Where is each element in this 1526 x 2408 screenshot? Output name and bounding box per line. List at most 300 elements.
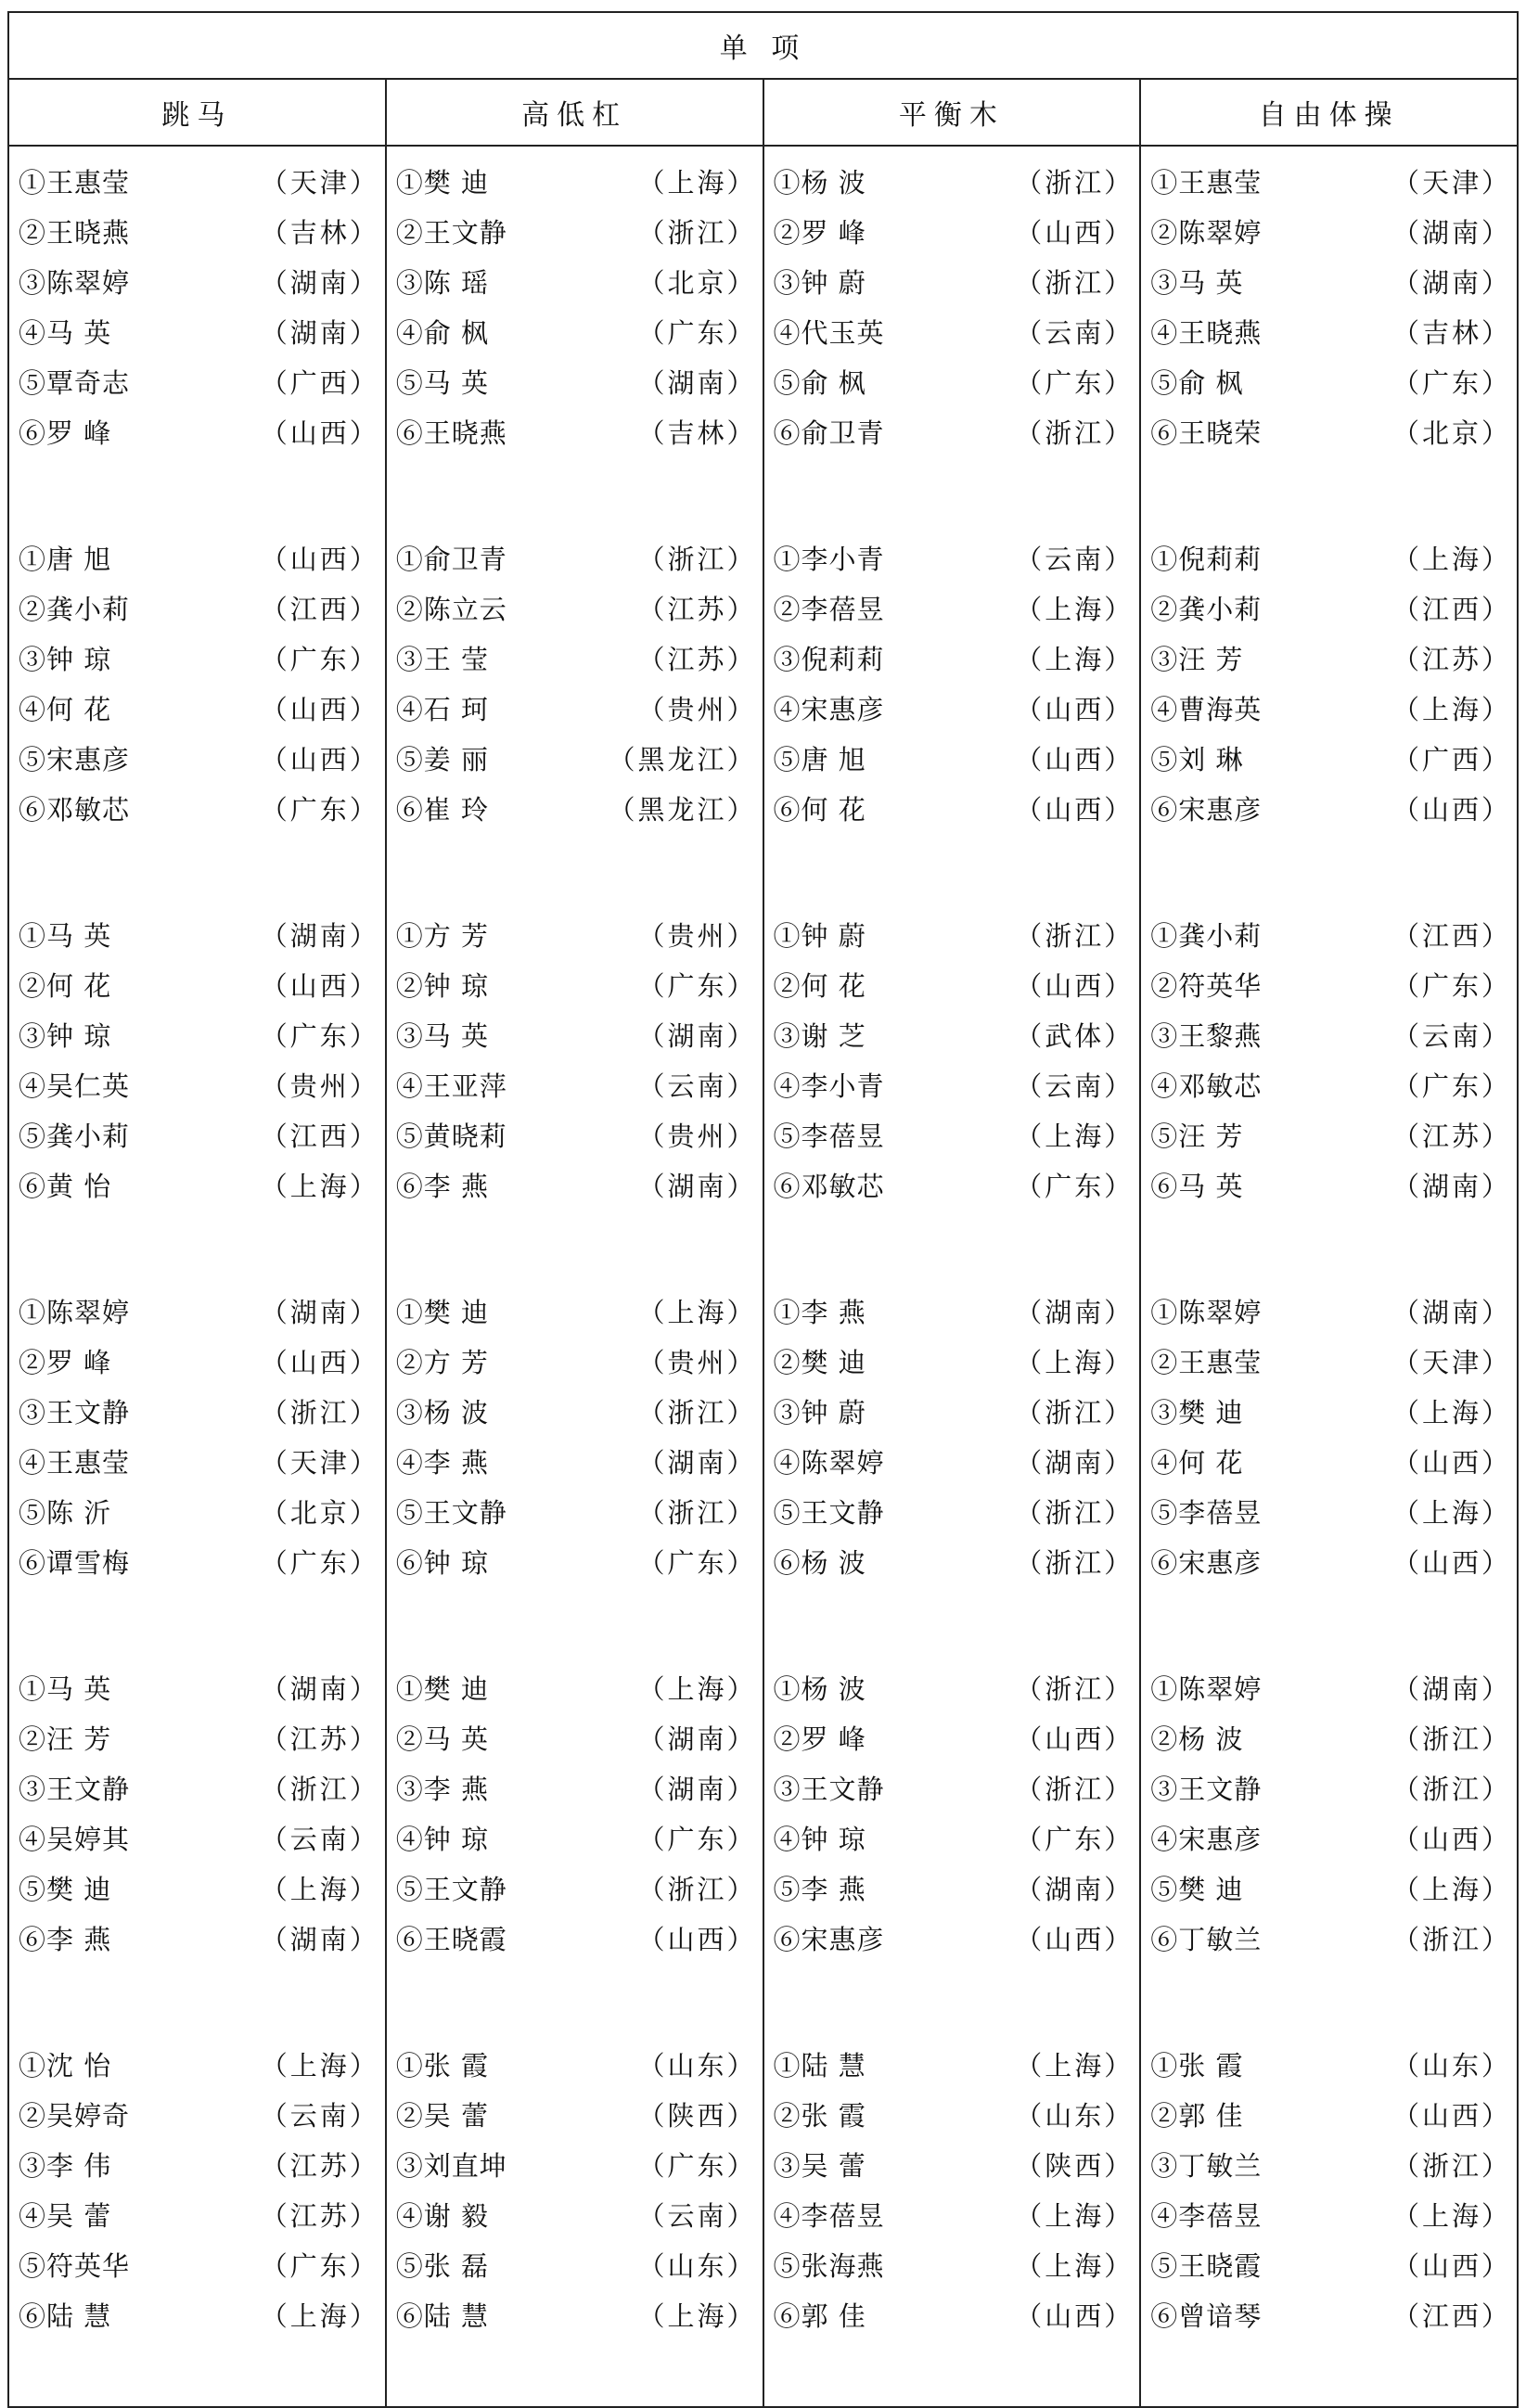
athlete-name: ①陈翠婷	[19, 1296, 131, 1328]
ranking-group	[396, 900, 757, 1276]
athlete-province: （湖南）	[260, 1672, 379, 1705]
ranking-entry	[1150, 1159, 1511, 1210]
ranking-entry	[774, 2289, 1135, 2339]
athlete-province: （武体）	[1015, 1019, 1135, 1052]
ranking-entry	[19, 306, 379, 356]
ranking-entry	[19, 532, 379, 583]
column-header-balance-beam: 平衡木	[763, 79, 1141, 146]
athlete-name: ⑥杨 波	[773, 1546, 866, 1579]
ranking-entry	[774, 909, 1135, 959]
athlete-name: ①马 英	[19, 1672, 112, 1705]
ranking-entry	[774, 406, 1135, 456]
athlete-name: ③王文静	[19, 1773, 131, 1805]
ranking-entry	[19, 1286, 379, 1336]
athlete-province: （山西）	[637, 1923, 757, 1955]
athlete-province: （山西）	[1015, 693, 1135, 725]
ranking-entry	[1150, 206, 1511, 256]
athlete-name: ③钟 蔚	[773, 1396, 866, 1428]
ranking-entry	[774, 2139, 1135, 2189]
athlete-name: ④王惠莹	[19, 1446, 131, 1479]
athlete-name: ①陈翠婷	[1150, 1296, 1263, 1328]
athlete-name: ④何 花	[1150, 1446, 1244, 1479]
ranking-entry	[774, 1286, 1135, 1336]
athlete-province: （上海）	[260, 1170, 379, 1202]
ranking-entry	[396, 583, 757, 633]
ranking-entry	[396, 1486, 757, 1536]
ranking-entry	[396, 733, 757, 783]
ranking-group	[774, 1276, 1135, 1653]
athlete-province: （云南）	[1015, 316, 1135, 349]
athlete-name: ⑤汪 芳	[1150, 1120, 1244, 1152]
athlete-name: ②王文静	[395, 216, 507, 249]
ranking-group	[774, 523, 1135, 900]
athlete-name: ⑤王文静	[395, 1873, 507, 1905]
ranking-entry	[774, 206, 1135, 256]
athlete-name: ⑥丁敏兰	[1150, 1923, 1263, 1955]
athlete-province: （云南）	[1015, 543, 1135, 575]
athlete-name: ①倪莉莉	[1150, 543, 1263, 575]
athlete-province: （江西）	[260, 1120, 379, 1152]
ranking-entry	[1150, 583, 1511, 633]
athlete-name: ②吴婷奇	[19, 2099, 131, 2132]
athlete-name: ⑥王晓荣	[1150, 416, 1263, 449]
athlete-name: ①樊 迪	[395, 166, 489, 199]
athlete-name: ①张 霞	[395, 2049, 489, 2081]
athlete-name: ⑤俞 枫	[773, 366, 866, 399]
athlete-name: ⑥陆 慧	[395, 2299, 489, 2332]
column-header-uneven-bars: 高低杠	[386, 79, 763, 146]
athlete-name: ②龚小莉	[19, 593, 131, 625]
ranking-group	[1150, 523, 1511, 900]
ranking-group	[1150, 1276, 1511, 1653]
athlete-province: （浙江）	[1391, 1723, 1511, 1755]
athlete-name: ⑥陆 慧	[19, 2299, 112, 2332]
column-uneven-bars	[386, 146, 763, 2407]
athlete-province: （广东）	[637, 1546, 757, 1579]
athlete-name: ⑤王文静	[395, 1496, 507, 1529]
athlete-name: ①王惠莹	[1150, 166, 1263, 199]
ranking-entry	[19, 783, 379, 833]
athlete-province: （上海）	[260, 2299, 379, 2332]
athlete-province: （天津）	[260, 1446, 379, 1479]
athlete-name: ②王惠莹	[1150, 1346, 1263, 1378]
athlete-name: ④邓敏芯	[1150, 1070, 1263, 1102]
athlete-name: ③王文静	[773, 1773, 885, 1805]
ranking-entry	[774, 1762, 1135, 1812]
ranking-group	[396, 2030, 757, 2406]
athlete-province: （山西）	[1015, 793, 1135, 826]
athlete-name: ②罗 峰	[19, 1346, 112, 1378]
athlete-name: ⑥曾谙琴	[1150, 2299, 1263, 2332]
athlete-province: （江苏）	[260, 2199, 379, 2232]
athlete-name: ⑥马 英	[1150, 1170, 1244, 1202]
athlete-province: （湖南）	[637, 1723, 757, 1755]
ranking-group	[19, 1276, 379, 1653]
ranking-entry	[1150, 2139, 1511, 2189]
athlete-name: ③谢 芝	[773, 1019, 866, 1052]
athlete-province: （山西）	[1391, 2249, 1511, 2282]
ranking-entry	[396, 1009, 757, 1059]
athlete-name: ③钟 琼	[19, 643, 112, 675]
athlete-name: ⑥宋惠彦	[773, 1923, 885, 1955]
athlete-name: ⑤李蓓昱	[773, 1120, 885, 1152]
athlete-name: ③王黎燕	[1150, 1019, 1263, 1052]
athlete-province: （山西）	[1015, 2299, 1135, 2332]
ranking-entry	[396, 356, 757, 406]
ranking-entry	[19, 1913, 379, 1963]
athlete-province: （贵州）	[637, 1346, 757, 1378]
athlete-name: ②杨 波	[1150, 1723, 1244, 1755]
athlete-province: （吉林）	[260, 216, 379, 249]
ranking-entry	[1150, 1913, 1511, 1963]
ranking-entry	[396, 1436, 757, 1486]
athlete-province: （山东）	[1015, 2099, 1135, 2132]
athlete-province: （浙江）	[637, 543, 757, 575]
athlete-province: （天津）	[1391, 166, 1511, 199]
athlete-province: （山西）	[260, 969, 379, 1002]
ranking-entry	[19, 733, 379, 783]
ranking-entry	[774, 256, 1135, 306]
ranking-entry	[19, 356, 379, 406]
athlete-province: （山东）	[637, 2049, 757, 2081]
ranking-entry	[396, 633, 757, 683]
ranking-entry	[774, 532, 1135, 583]
ranking-entry	[396, 1712, 757, 1762]
ranking-entry	[19, 683, 379, 733]
ranking-entry	[1150, 1536, 1511, 1586]
ranking-group	[19, 523, 379, 900]
athlete-name: ③马 英	[1150, 266, 1244, 299]
ranking-entry	[19, 2139, 379, 2189]
athlete-name: ⑤宋惠彦	[19, 743, 131, 775]
athlete-province: （山西）	[1015, 216, 1135, 249]
header-row	[8, 79, 1518, 146]
athlete-name: ②汪 芳	[19, 1723, 112, 1755]
ranking-entry	[1150, 959, 1511, 1009]
athlete-name: ①俞卫青	[395, 543, 507, 575]
athlete-name: ⑥崔 玲	[395, 793, 489, 826]
athlete-name: ①陆 慧	[773, 2049, 866, 2081]
athlete-name: ⑥李 燕	[395, 1170, 489, 1202]
athlete-province: （浙江）	[1015, 1546, 1135, 1579]
athlete-province: （湖南）	[1391, 1672, 1511, 1705]
ranking-entry	[1150, 156, 1511, 206]
athlete-name: ④李蓓昱	[1150, 2199, 1263, 2232]
athlete-province: （云南）	[1391, 1019, 1511, 1052]
ranking-entry	[396, 683, 757, 733]
ranking-entry	[396, 2039, 757, 2089]
athlete-province: （山西）	[260, 693, 379, 725]
athlete-name: ②陈立云	[395, 593, 507, 625]
athlete-province: （上海）	[260, 1873, 379, 1905]
ranking-entry	[1150, 1386, 1511, 1436]
athlete-province: （湖南）	[1015, 1873, 1135, 1905]
athlete-name: ⑥何 花	[773, 793, 866, 826]
athlete-name: ⑤李蓓昱	[1150, 1496, 1263, 1529]
ranking-entry	[396, 1863, 757, 1913]
ranking-entry	[19, 1159, 379, 1210]
athlete-province: （湖南）	[637, 366, 757, 399]
athlete-province: （上海）	[1015, 593, 1135, 625]
ranking-entry	[396, 959, 757, 1009]
athlete-name: ④吴仁英	[19, 1070, 131, 1102]
ranking-entry	[396, 1662, 757, 1712]
athlete-name: ②龚小莉	[1150, 593, 1263, 625]
athlete-province: （广西）	[1391, 743, 1511, 775]
athlete-name: ⑤李 燕	[773, 1873, 866, 1905]
athlete-province: （湖南）	[1391, 1296, 1511, 1328]
ranking-group	[774, 147, 1135, 523]
athlete-province: （上海）	[1391, 693, 1511, 725]
ranking-entry	[1150, 532, 1511, 583]
ranking-entry	[774, 1436, 1135, 1486]
athlete-name: ③汪 芳	[1150, 643, 1244, 675]
athlete-name: ⑥黄 怡	[19, 1170, 112, 1202]
athlete-province: （陕西）	[1015, 2149, 1135, 2182]
ranking-group	[774, 1653, 1135, 2030]
ranking-group	[19, 900, 379, 1276]
athlete-name: ⑤陈 沂	[19, 1496, 112, 1529]
ranking-entry	[774, 959, 1135, 1009]
ranking-entry	[774, 1109, 1135, 1159]
ranking-entry	[774, 1386, 1135, 1436]
athlete-province: （湖南）	[1391, 216, 1511, 249]
ranking-entry	[396, 2239, 757, 2289]
athlete-province: （山东）	[637, 2249, 757, 2282]
ranking-entry	[1150, 1336, 1511, 1386]
athlete-province: （黑龙江）	[608, 793, 757, 826]
athlete-name: ⑥邓敏芯	[773, 1170, 885, 1202]
athlete-name: ⑥王晓霞	[395, 1923, 507, 1955]
athlete-province: （广东）	[1391, 1070, 1511, 1102]
ranking-entry	[396, 2089, 757, 2139]
ranking-entry	[774, 2089, 1135, 2139]
athlete-name: ⑤王晓霞	[1150, 2249, 1263, 2282]
athlete-name: ⑤张 磊	[395, 2249, 489, 2282]
athlete-province: （山西）	[1391, 1823, 1511, 1855]
ranking-entry	[1150, 1662, 1511, 1712]
athlete-name: ⑤樊 迪	[19, 1873, 112, 1905]
ranking-entry	[1150, 733, 1511, 783]
ranking-entry	[19, 156, 379, 206]
athlete-province: （山西）	[260, 743, 379, 775]
athlete-name: ②王晓燕	[19, 216, 131, 249]
ranking-entry	[774, 1009, 1135, 1059]
ranking-entry	[396, 1109, 757, 1159]
ranking-entry	[774, 2039, 1135, 2089]
athlete-province: （江苏）	[260, 2149, 379, 2182]
ranking-entry	[19, 1486, 379, 1536]
athlete-province: （山西）	[1015, 1723, 1135, 1755]
athlete-name: ①王惠莹	[19, 166, 131, 199]
athlete-name: ⑤符英华	[19, 2249, 131, 2282]
ranking-entry	[19, 583, 379, 633]
ranking-entry	[396, 909, 757, 959]
ranking-entry	[774, 783, 1135, 833]
ranking-entry	[396, 1159, 757, 1210]
ranking-entry	[774, 733, 1135, 783]
athlete-province: （北京）	[260, 1496, 379, 1529]
athlete-name: ⑤覃奇志	[19, 366, 131, 399]
athlete-name: ③刘直坤	[395, 2149, 507, 2182]
athlete-name: ⑤张海燕	[773, 2249, 885, 2282]
ranking-entry	[19, 1436, 379, 1486]
athlete-name: ③倪莉莉	[773, 643, 885, 675]
ranking-entry	[396, 2139, 757, 2189]
athlete-name: ⑥王晓燕	[395, 416, 507, 449]
athlete-province: （浙江）	[1015, 416, 1135, 449]
ranking-entry	[396, 1286, 757, 1336]
table-title: 单 项	[8, 12, 1518, 79]
column-vault	[8, 146, 386, 2407]
ranking-entry	[19, 1059, 379, 1109]
athlete-province: （山西）	[1015, 743, 1135, 775]
athlete-province: （上海）	[1391, 1496, 1511, 1529]
ranking-entry	[396, 256, 757, 306]
ranking-entry	[774, 356, 1135, 406]
athlete-name: ⑤龚小莉	[19, 1120, 131, 1152]
athlete-province: （江西）	[260, 593, 379, 625]
athlete-province: （广东）	[1015, 1170, 1135, 1202]
athlete-province: （浙江）	[1015, 1496, 1135, 1529]
ranking-group	[19, 1653, 379, 2030]
athlete-province: （云南）	[260, 1823, 379, 1855]
ranking-group	[396, 1653, 757, 2030]
ranking-entry	[1150, 909, 1511, 959]
athlete-province: （湖南）	[637, 1773, 757, 1805]
athlete-province: （广西）	[260, 366, 379, 399]
ranking-entry	[1150, 683, 1511, 733]
athlete-province: （湖南）	[260, 266, 379, 299]
ranking-entry	[19, 1762, 379, 1812]
athlete-name: ③陈翠婷	[19, 266, 131, 299]
ranking-entry	[396, 532, 757, 583]
ranking-entry	[19, 1812, 379, 1863]
athlete-province: （浙江）	[1015, 1672, 1135, 1705]
athlete-name: ④李蓓昱	[773, 2199, 885, 2232]
ranking-entry	[19, 633, 379, 683]
ranking-entry	[19, 1009, 379, 1059]
athlete-province: （北京）	[1391, 416, 1511, 449]
athlete-province: （广东）	[637, 2149, 757, 2182]
ranking-entry	[19, 206, 379, 256]
athlete-province: （山西）	[1391, 2099, 1511, 2132]
athlete-province: （云南）	[637, 2199, 757, 2232]
athlete-name: ⑥俞卫青	[773, 416, 885, 449]
ranking-entry	[1150, 1486, 1511, 1536]
ranking-group	[396, 147, 757, 523]
ranking-entry	[774, 633, 1135, 683]
athlete-province: （山西）	[1391, 793, 1511, 826]
athlete-province: （广东）	[1391, 969, 1511, 1002]
athlete-province: （广东）	[260, 1546, 379, 1579]
athlete-name: ④宋惠彦	[773, 693, 885, 725]
ranking-entry	[1150, 1436, 1511, 1486]
athlete-name: ④李 燕	[395, 1446, 489, 1479]
athlete-province: （广东）	[637, 1823, 757, 1855]
athlete-province: （上海）	[260, 2049, 379, 2081]
athlete-name: ⑤唐 旭	[773, 743, 866, 775]
athlete-name: ①马 英	[19, 919, 112, 952]
athlete-name: ②张 霞	[773, 2099, 866, 2132]
athlete-name: ⑤姜 丽	[395, 743, 489, 775]
athlete-province: （上海）	[1391, 1396, 1511, 1428]
ranking-entry	[774, 1336, 1135, 1386]
ranking-entry	[19, 1386, 379, 1436]
athlete-province: （广东）	[260, 1019, 379, 1052]
ranking-entry	[19, 2289, 379, 2339]
athlete-name: ①沈 怡	[19, 2049, 112, 2081]
ranking-entry	[1150, 783, 1511, 833]
athlete-province: （浙江）	[637, 1496, 757, 1529]
athlete-name: ④马 英	[19, 316, 112, 349]
ranking-group	[774, 2030, 1135, 2406]
ranking-entry	[1150, 1712, 1511, 1762]
ranking-entry	[19, 256, 379, 306]
athlete-province: （浙江）	[1015, 266, 1135, 299]
ranking-entry	[774, 1536, 1135, 1586]
athlete-province: （上海）	[1015, 1120, 1135, 1152]
athlete-province: （山西）	[260, 416, 379, 449]
athlete-province: （上海）	[1391, 543, 1511, 575]
results-table	[7, 11, 1519, 2408]
athlete-province: （湖南）	[260, 1923, 379, 1955]
ranking-group	[396, 523, 757, 900]
athlete-province: （山西）	[1015, 969, 1135, 1002]
athlete-name: ④李小青	[773, 1070, 885, 1102]
athlete-province: （广东）	[637, 969, 757, 1002]
ranking-entry	[19, 959, 379, 1009]
ranking-group	[19, 2030, 379, 2406]
athlete-province: （上海）	[1015, 643, 1135, 675]
athlete-province: （浙江）	[1015, 166, 1135, 199]
athlete-name: ②何 花	[773, 969, 866, 1002]
athlete-name: ①陈翠婷	[1150, 1672, 1263, 1705]
athlete-name: ③樊 迪	[1150, 1396, 1244, 1428]
athlete-province: （江苏）	[1391, 643, 1511, 675]
athlete-name: ④谢 毅	[395, 2199, 489, 2232]
athlete-name: ③王文静	[1150, 1773, 1263, 1805]
athlete-name: ②陈翠婷	[1150, 216, 1263, 249]
athlete-province: （上海）	[637, 1672, 757, 1705]
athlete-name: ①杨 波	[773, 1672, 866, 1705]
athlete-province: （云南）	[260, 2099, 379, 2132]
athlete-name: ④钟 琼	[395, 1823, 489, 1855]
athlete-province: （湖南）	[260, 316, 379, 349]
ranking-entry	[774, 683, 1135, 733]
athlete-province: （湖南）	[260, 1296, 379, 1328]
athlete-name: ③丁敏兰	[1150, 2149, 1263, 2182]
ranking-entry	[774, 1662, 1135, 1712]
ranking-entry	[396, 783, 757, 833]
athlete-name: ①方 芳	[395, 919, 489, 952]
athlete-province: （贵州）	[637, 919, 757, 952]
athlete-province: （广东）	[1015, 366, 1135, 399]
athlete-province: （上海）	[1015, 2249, 1135, 2282]
ranking-entry	[396, 206, 757, 256]
ranking-entry	[1150, 2039, 1511, 2089]
athlete-province: （浙江）	[1391, 2149, 1511, 2182]
athlete-name: ③李 伟	[19, 2149, 112, 2182]
athlete-province: （江苏）	[637, 643, 757, 675]
athlete-province: （天津）	[260, 166, 379, 199]
athlete-name: ②方 芳	[395, 1346, 489, 1378]
ranking-group	[1150, 147, 1511, 523]
ranking-entry	[1150, 1109, 1511, 1159]
athlete-province: （山西）	[1391, 1546, 1511, 1579]
athlete-name: ⑤樊 迪	[1150, 1873, 1244, 1905]
athlete-name: ②樊 迪	[773, 1346, 866, 1378]
